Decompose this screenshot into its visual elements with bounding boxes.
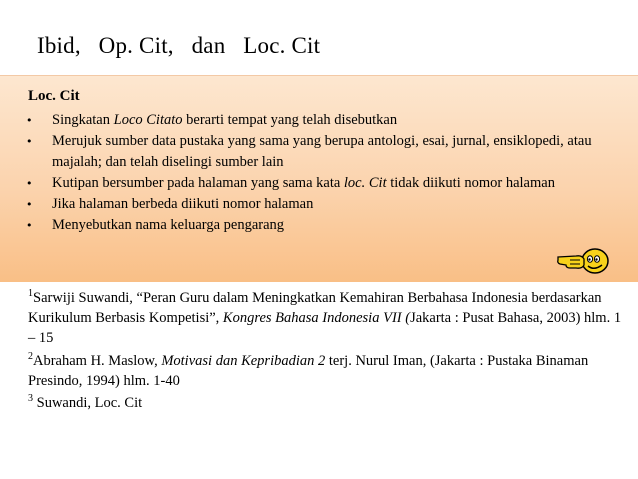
footnote-text: Suwandi, Loc. Cit [33, 395, 143, 411]
footnote-text: Sarwiji Suwandi, “Peran Guru dalam Meningkatkan Kemahiran Berbahasa Indonesia berdasarkan Kurikulum Berbasis Kompetisi”, [28, 290, 602, 326]
footnote-emphasis: Motivasi dan Kepribadian 2 [161, 353, 326, 369]
footnote-2 [28, 351, 628, 391]
list-item [26, 194, 626, 215]
footnote-number: 2 [28, 351, 33, 363]
bullet-icon: • [26, 198, 33, 211]
footnote-number: 3 [28, 393, 33, 405]
footnote-number: 1 [28, 288, 33, 300]
list-item [26, 215, 626, 236]
bullet-icon: • [26, 177, 33, 190]
title-bar [0, 0, 638, 76]
list-item [26, 173, 626, 194]
pointing-hand-smiley-icon[interactable] [556, 246, 610, 276]
footnote-text: Jakarta : Pusat Bahasa, 2003) hlm. 1 – 15 [28, 310, 622, 346]
section-heading: Loc. Cit [28, 88, 80, 104]
list-item [26, 110, 626, 131]
footnote-3 [28, 393, 628, 413]
slide-title: Ibid, Op. Cit, dan Loc. Cit [37, 33, 321, 58]
item-text: berarti tempat yang telah disebutkan [182, 112, 398, 128]
footnote-text: terj. Nurul Iman, (Jakarta : Pustaka Binaman Presindo, 1994) hlm. 1-40 [28, 353, 589, 389]
item-text: tidak diikuti nomor halaman [386, 175, 555, 191]
item-text: Kutipan bersumber pada halaman yang sama kata [52, 175, 344, 191]
footnote-emphasis: Kongres Bahasa Indonesia VII ( [222, 310, 411, 326]
bullet-icon: • [26, 114, 33, 127]
item-emphasis: Loco Citato [113, 112, 183, 128]
footnote-text: Abraham H. Maslow, [33, 353, 162, 369]
item-text: Merujuk sumber data pustaka yang sama yang berupa antologi, esai, jurnal, ensiklopedi, atau majalah; dan telah diselingi sumber lain [52, 133, 592, 170]
item-text: Jika halaman berbeda diikuti nomor halaman [52, 196, 314, 212]
references-area [0, 282, 638, 479]
bullet-icon: • [26, 219, 33, 232]
content-box [0, 76, 638, 282]
footnote-1 [28, 288, 628, 348]
list-item [26, 131, 626, 173]
item-emphasis: loc. Cit [343, 175, 387, 191]
item-text: Singkatan [52, 112, 114, 128]
item-text: Menyebutkan nama keluarga pengarang [52, 217, 285, 233]
bullet-list [26, 110, 626, 236]
bullet-icon: • [26, 135, 33, 148]
